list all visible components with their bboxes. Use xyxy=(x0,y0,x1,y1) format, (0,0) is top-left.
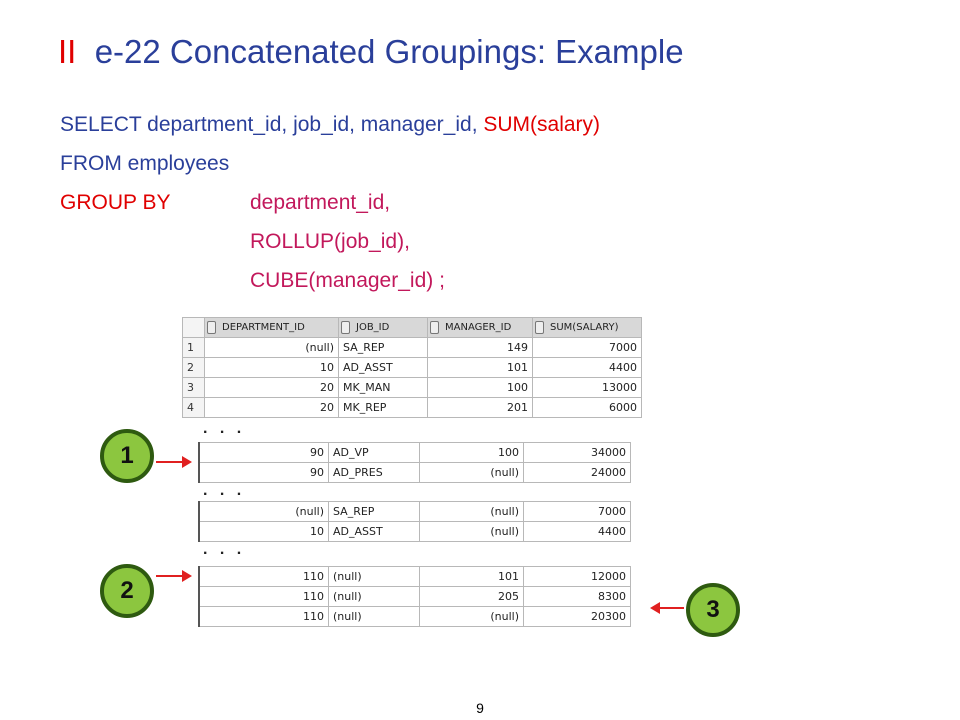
table-row[interactable]: 3 20 MK_MAN 100 13000 xyxy=(183,378,642,398)
sql-groupby-keyword: GROUP BY xyxy=(60,191,171,214)
ellipsis-1: . . . xyxy=(203,420,246,437)
sort-icon xyxy=(341,321,350,334)
result-table xyxy=(182,317,642,418)
callout-badge-3: 3 xyxy=(686,583,740,637)
column-header-salary[interactable]: SUM(SALARY) xyxy=(533,318,642,338)
callout-badge-1: 1 xyxy=(100,429,154,483)
slide-title xyxy=(58,33,684,71)
sql-line-groupby xyxy=(60,191,170,215)
column-header-manager[interactable]: MANAGER_ID xyxy=(428,318,533,338)
sort-icon xyxy=(430,321,439,334)
sql-sum-function: SUM(salary) xyxy=(483,113,601,136)
sort-icon xyxy=(535,321,544,334)
table-row[interactable]: 90 AD_VP 100 34000 xyxy=(199,443,631,463)
table-row[interactable]: 4 20 MK_REP 201 6000 xyxy=(183,398,642,418)
callout-badge-2: 2 xyxy=(100,564,154,618)
callout-arrow-3 xyxy=(652,607,684,609)
table-row[interactable]: (null) SA_REP (null) 7000 xyxy=(199,502,631,522)
callout-arrow-2 xyxy=(156,575,190,577)
ellipsis-3: . . . xyxy=(203,541,246,558)
table-row[interactable]: 110 (null) 205 8300 xyxy=(199,587,631,607)
title-text: e-22 Concatenated Groupings: Example xyxy=(94,33,684,70)
sql-cube: CUBE(manager_id) ; xyxy=(250,269,445,292)
sql-line-from: FROM employees xyxy=(60,152,230,175)
title-number: II xyxy=(58,33,77,70)
sql-rollup: ROLLUP(job_id), xyxy=(250,230,410,253)
column-header-department[interactable]: DEPARTMENT_ID xyxy=(205,318,339,338)
sql-line-select xyxy=(60,113,600,137)
table-header-row xyxy=(183,318,642,338)
row-number-header xyxy=(183,318,205,338)
sort-icon xyxy=(207,321,216,334)
table-row[interactable]: 110 (null) 101 12000 xyxy=(199,567,631,587)
result-fragment-3 xyxy=(198,566,631,627)
table-row[interactable]: 2 10 AD_ASST 101 4400 xyxy=(183,358,642,378)
page-number: 9 xyxy=(476,700,484,716)
table-row[interactable]: 10 AD_ASST (null) 4400 xyxy=(199,522,631,542)
sql-groupby-department: department_id, xyxy=(250,191,391,214)
column-header-job[interactable]: JOB_ID xyxy=(339,318,428,338)
table-row[interactable]: 1 (null) SA_REP 149 7000 xyxy=(183,338,642,358)
table-row[interactable]: 90 AD_PRES (null) 24000 xyxy=(199,463,631,483)
table-row[interactable]: 110 (null) (null) 20300 xyxy=(199,607,631,627)
result-fragment-2 xyxy=(198,501,631,542)
sql-select-columns: SELECT department_id, job_id, manager_id, xyxy=(60,113,484,136)
callout-arrow-1 xyxy=(156,461,190,463)
result-fragment-1 xyxy=(198,442,631,483)
ellipsis-2: . . . xyxy=(203,482,246,499)
